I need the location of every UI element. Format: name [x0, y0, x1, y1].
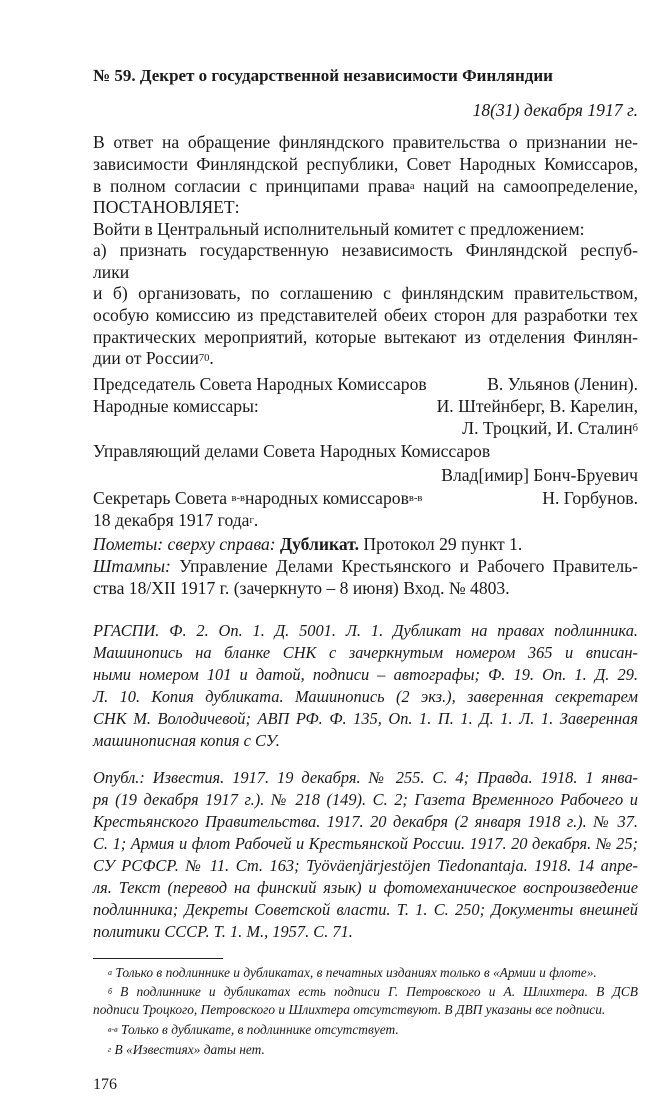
publication-line: подлинника; Декреты Советской власти. Т. 1. С. 250; Документы внешней: [93, 900, 638, 919]
publication-line: СУ РСФСР. № 11. Ст. 163; Työväenjärjestöjen Tiedonantaja. 1918. 14 апре-: [93, 856, 638, 875]
document-date: 18(31) декабря 1917 г.: [472, 100, 638, 120]
archive-line: ными номером 101 и датой, подписи – автографы; Ф. 19. Оп. 1. Д. 29.: [93, 665, 638, 684]
archive-line: СНК М. Володичевой; АВП РФ. Ф. 135, Оп. 1. П. 1. Д. 1. Л. 1. Заверенная: [93, 709, 638, 728]
footnote-b-cont: подписи Троцкого, Петровского и Шлихтера отсутствуют. В ДВП указаны все подписи.: [93, 1002, 606, 1017]
publication-line: Крестьянского Правительства. 1917. 20 декабря (2 января 1918 г.). № 37.: [93, 812, 638, 831]
body-line: особую комиссию из представителей обеих сторон для разработки тех: [93, 305, 638, 325]
footnote-b: $^б$ В подлиннике и дубликатах есть подписи Г. Петровского и А. Шлихтера. В ДСВ: [108, 984, 638, 999]
body-line: а) признать государственную независимость Финляндской респуб-: [93, 240, 638, 260]
body-line: лики: [93, 262, 130, 282]
footnote-a: $^а$ Только в подлиннике и дубликатах, в печатных изданиях только в «Армии и флоте».: [108, 965, 597, 980]
page-number: 176: [93, 1076, 117, 1093]
footnote-vv: $^{в-в}$ Только в дубликате, в подлиннике отсутствует.: [108, 1022, 399, 1037]
archive-line: Л. 10. Копия дубликата. Машинопись (2 экз.), заверенная секретарем: [93, 687, 638, 706]
body-line: В ответ на обращение финляндского правительства о признании не-: [93, 132, 638, 152]
publication-line: С. 1; Армия и флот Рабочей и Крестьянской России. 1917. 20 декабря. № 25;: [93, 834, 638, 853]
signature-secretary: Секретарь Совета $^{в-в}$народных комиссаров$^{в-в}$ Н. Горбунов.: [93, 488, 638, 508]
publication-line: ря (19 декабря 1917 г.). № 218 (149). С. 2; Газета Временного Рабочего и: [93, 790, 638, 809]
footnote-g: $^г$ В «Известиях» даты нет.: [108, 1042, 265, 1057]
body-line: ПОСТАНОВЛЯЕТ:: [93, 197, 240, 217]
document-title: № 59. Декрет о государственной независимости Финляндии: [93, 66, 553, 85]
signature-manager-title: Управляющий делами Совета Народных Комиссаров: [93, 441, 491, 461]
publication-line: ля. Текст (перевод на финский язык) и фотомеханическое воспроизведение: [93, 878, 638, 897]
archive-line: РГАСПИ. Ф. 2. Оп. 1. Д. 5001. Л. 1. Дубликат на правах подлинника.: [93, 621, 638, 640]
note-marks: Пометы: сверху справа: Дубликат. Протокол 29 пункт 1.: [93, 534, 523, 554]
signature-commissars: Народные комиссары: И. Штейнберг, В. Карелин,: [93, 396, 638, 416]
archive-line: машинописная копия с СУ.: [93, 731, 280, 750]
body-line: и б) организовать, по соглашению с финляндским правительством,: [93, 283, 638, 303]
archive-line: Машинопись на бланке СНК с зачеркнутым номером 365 и вписан-: [93, 643, 638, 662]
publication-line: политики СССР. Т. 1. М., 1957. С. 71.: [93, 922, 353, 941]
signature-date: 18 декабря 1917 года$^г$.: [93, 510, 259, 530]
signature-commissars-line2: Л. Троцкий, И. Сталин$^б$: [462, 418, 638, 438]
body-line: в полном согласии с принципами права$^а$ наций на самоопределение,: [93, 176, 638, 196]
signature-chair: Председатель Совета Народных Комиссаров В. Ульянов (Ленин).: [93, 374, 638, 394]
body-line: практических мероприятий, которые вытекают из отделения Финлян-: [93, 327, 638, 347]
body-line: зависимости Финляндской республики, Совет Народных Комиссаров,: [93, 154, 638, 174]
footnote-divider: [93, 958, 223, 959]
body-line: Войти в Центральный исполнительный комитет с предложением:: [93, 219, 585, 239]
note-stamps: Штампы: Управление Делами Крестьянского и Рабочего Правитель-: [93, 556, 638, 576]
note-stamps-line2: ства 18/XII 1917 г. (зачеркнуто – 8 июня) Вход. № 4803.: [93, 578, 510, 598]
publication-line: Опубл.: Известия. 1917. 19 декабря. № 255. С. 4; Правда. 1918. 1 янва-: [93, 768, 638, 787]
body-line: дии от России$^{70}$.: [93, 348, 214, 368]
signature-manager-name: Влад[имир] Бонч-Бруевич: [441, 465, 638, 485]
